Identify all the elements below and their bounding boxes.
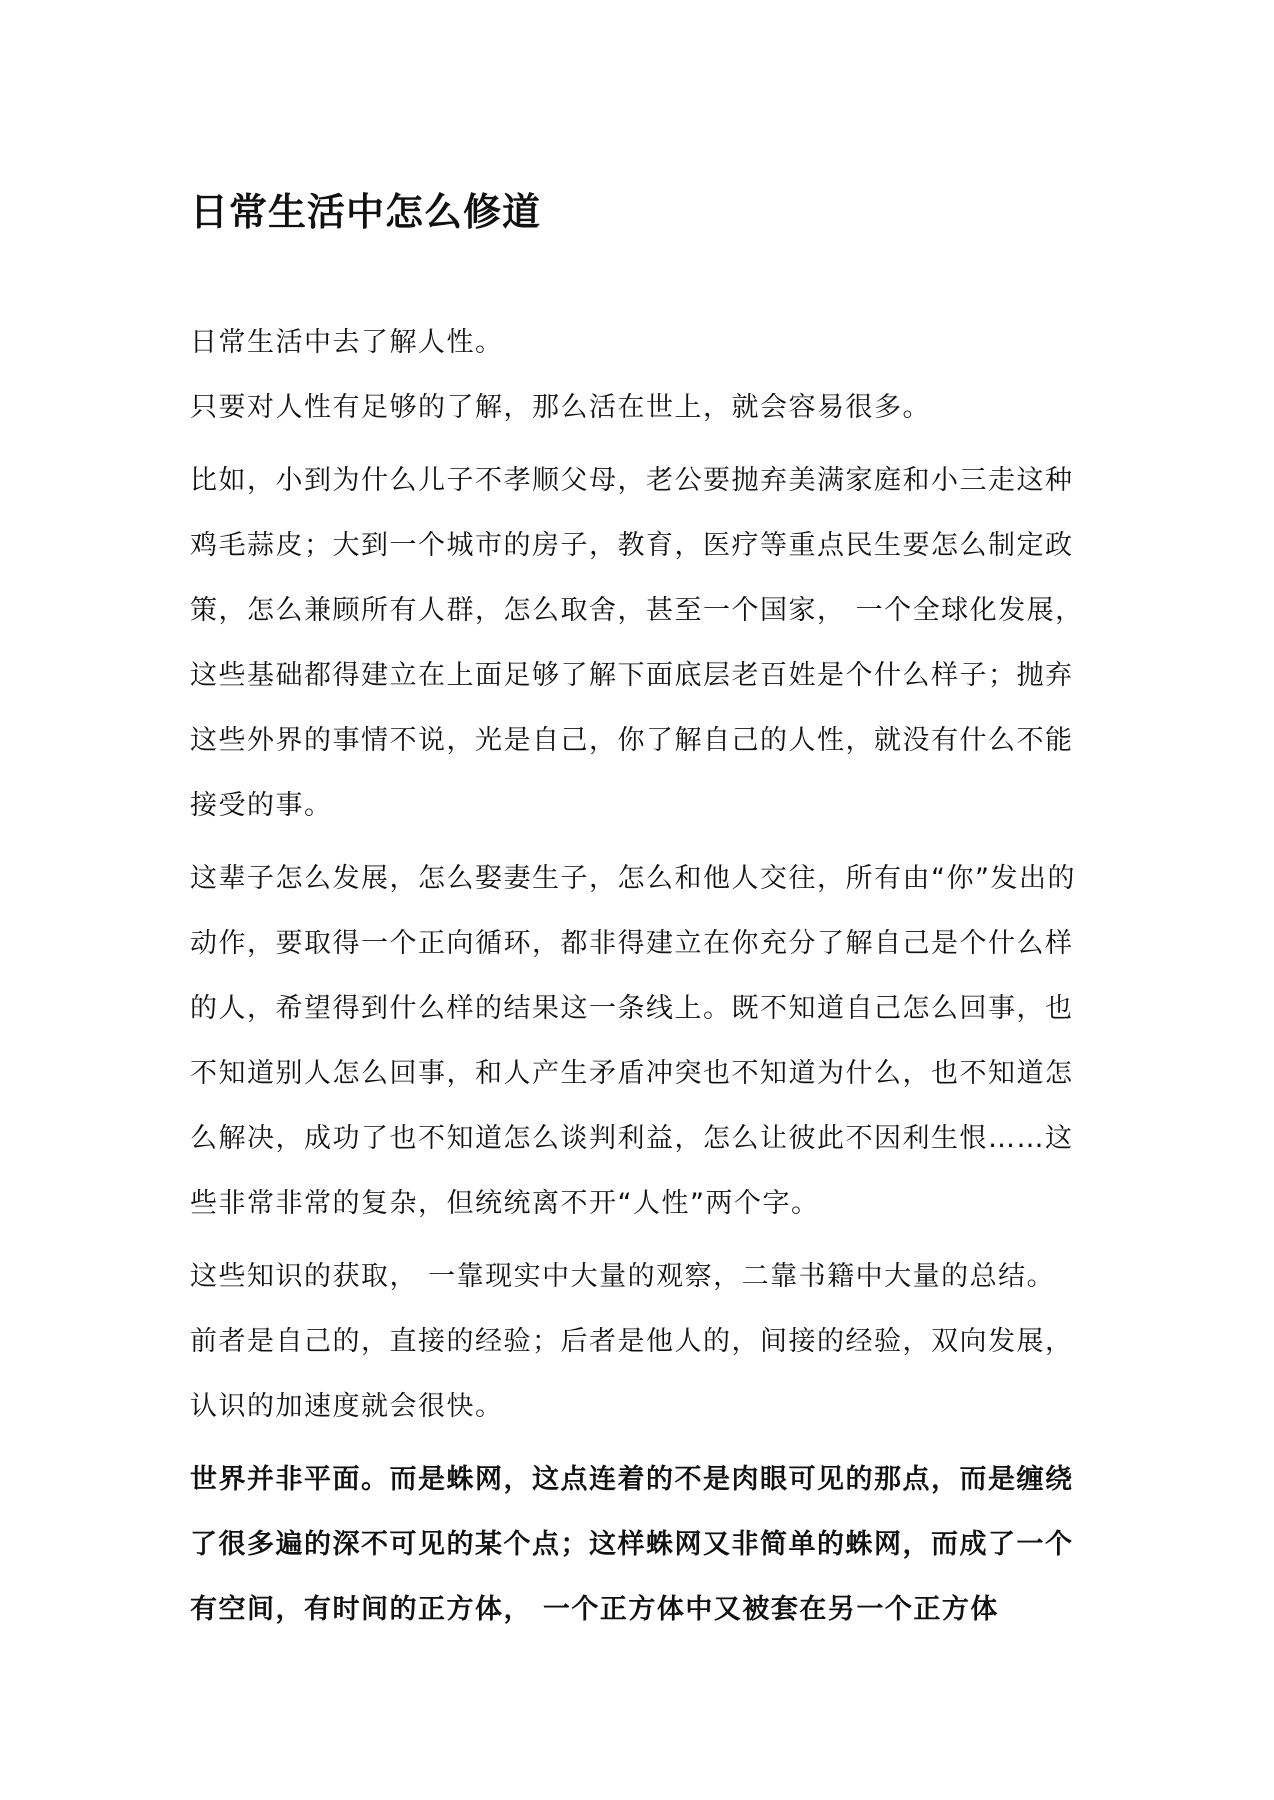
paragraph-4: 这辈子怎么发展，怎么娶妻生子，怎么和他人交往，所有由“你”发出的动作，要取得一个正向循环，都非得建立在你充分了解自己是个什么样的人，希望得到什么样的结果这一条线上。既不知道自己怎么回事，也不知道别人怎么回事，和人产生矛盾冲突也不知道为什么，也不知道怎么解决，成功了也不知道怎么谈判利益，怎么让彼此不因利生恨……这些非常非常的复杂，但统统离不开“人性”两个字。 — [190, 863, 1076, 1219]
paragraph-1: 日常生活中去了解人性。 — [190, 327, 504, 358]
paragraph-2: 只要对人性有足够的了解，那么活在世上，就会容易很多。 — [190, 392, 931, 423]
paragraph-3: 比如，小到为什么儿子不孝顺父母，老公要抛弃美满家庭和小三走这种鸡毛蒜皮；大到一个城市的房子，教育，医疗等重点民生要怎么制定政策，怎么兼顾所有人群，怎么取舍，甚至一个国家， 一个全球化发展，这些基础都得建立在上面足够了解下面底层老百姓是个什么样子；抛弃这些外界的事情不说，光是自己，你了解自己的人性，就没有什么不能接受的事。 — [190, 465, 1084, 821]
document-title: 日常生活中怎么修道 — [190, 190, 542, 234]
paragraph-5: 这些知识的获取， 一靠现实中大量的观察，二靠书籍中大量的总结。 — [190, 1261, 1056, 1292]
paragraph-6: 前者是自己的，直接的经验；后者是他人的，间接的经验，双向发展，认识的加速度就会很快。 — [190, 1326, 1074, 1422]
document-body — [190, 310, 1090, 1642]
paragraph-7-bold: 世界并非平面。而是蛛网，这点连着的不是肉眼可见的那点，而是缠绕了很多遍的深不可见的某个点；这样蛛网又非简单的蛛网，而成了一个有空间，有时间的正方体， 一个正方体中又被套在另一个正方体 — [190, 1464, 1074, 1625]
